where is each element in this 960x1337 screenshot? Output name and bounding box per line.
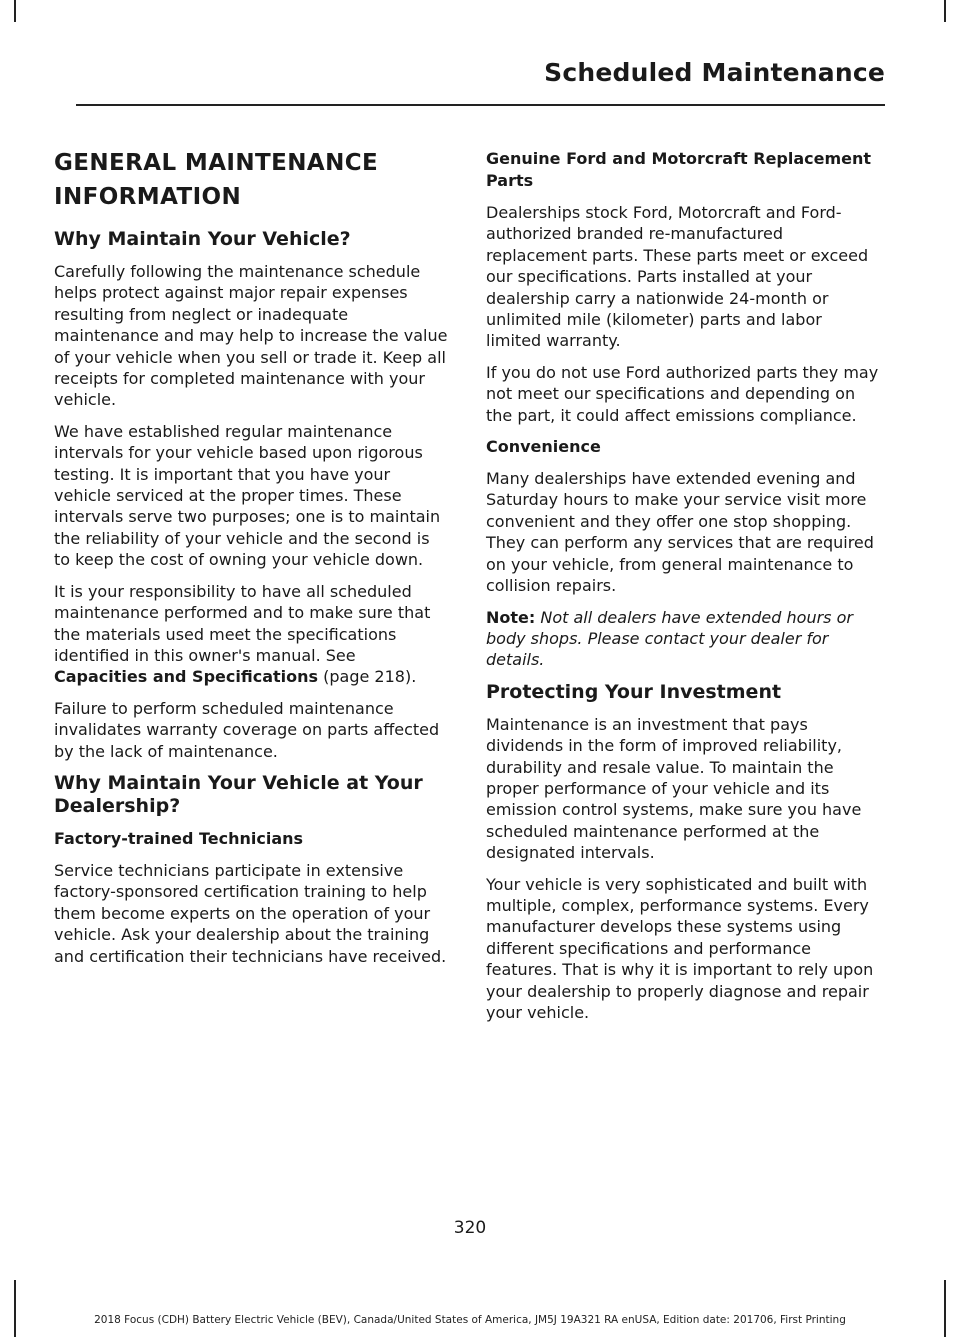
crop-mark-bottom-right	[944, 1280, 946, 1337]
paragraph: If you do not use Ford authorized parts they may not meet our specifications and depending on the part, it could affect emissions compliance.	[486, 362, 879, 425]
crop-mark-top-left	[14, 0, 16, 22]
paragraph: Failure to perform scheduled maintenance invalidates warranty coverage on parts affected by the lack of maintenance.	[54, 698, 440, 761]
note-label: Note:	[486, 607, 536, 627]
paragraph: We have established regular maintenance intervals for your vehicle based upon rigorous testing. It is important that you have your vehicle serviced at the proper times. These intervals serve two purposes; one is to maintain the reliability of your vehicle and the second is to keep the cost of owning your vehicle down.	[54, 421, 441, 570]
note-text: Not all dealers have extended hours or body shops. Please contact your dealer for details.	[486, 607, 853, 670]
paragraph-with-reference	[54, 581, 449, 688]
paragraph: Your vehicle is very sophisticated and built with multiple, complex, performance systems. Every manufacturer develops these systems using different specifications and performance features. That is why it is important to rely upon your dealership to properly diagnose and repair your vehicle.	[486, 874, 874, 1022]
page-reference: (page 218).	[318, 667, 417, 687]
paragraph: Maintenance is an investment that pays dividends in the form of improved reliability, durability and resale value. To maintain the proper performance of your vehicle and its emission control systems, make sure you have scheduled maintenance performed at the designated intervals.	[486, 714, 862, 863]
crop-mark-bottom-left	[14, 1280, 16, 1337]
footer-edition-info: 2018 Focus (CDH) Battery Electric Vehicle (BEV), Canada/United States of America, JM5J 19A321 RA enUSA, Edition date: 201706, First Printing	[94, 1314, 846, 1326]
crop-mark-top-right	[944, 0, 946, 22]
right-column	[486, 146, 881, 1033]
page-header-title: Scheduled Maintenance	[544, 58, 885, 87]
investment-heading: Protecting Your Investment	[486, 680, 782, 703]
left-column	[54, 146, 449, 977]
convenience-subheading: Convenience	[486, 437, 601, 457]
genuine-parts-subheading: Genuine Ford and Motorcraft Replacement Parts	[486, 149, 872, 190]
section-heading: GENERAL MAINTENANCE INFORMATION	[54, 150, 379, 210]
paragraph: Dealerships stock Ford, Motorcraft and Ford-authorized branded re-manufactured replacement parts. These parts meet or exceed our specifications. Parts installed at your dealership carry a nationwide 24-month or unlimited mile (kilometer) parts and labor limited warranty.	[486, 203, 869, 351]
paragraph: Many dealerships have extended evening and Saturday hours to make your service visit more convenient and they offer one stop shopping. They can perform any services that are required on your vehicle, from general maintenance to collision repairs.	[486, 469, 874, 596]
paragraph: Service technicians participate in extensive factory-sponsored certification training to help them become experts on the operation of your vehicle. Ask your dealership about the training and certification their technicians have received.	[54, 860, 447, 966]
paragraph-text: It is your responsibility to have all scheduled maintenance performed and to make sure that the materials used meet the specifications identified in this owner's manual. See	[54, 581, 431, 665]
capacities-specifications-link[interactable]: Capacities and Specifications	[54, 667, 319, 687]
dealership-heading: Why Maintain Your Vehicle at Your Dealership?	[54, 771, 423, 817]
note	[486, 607, 881, 671]
technicians-subheading: Factory-trained Technicians	[54, 828, 304, 848]
page-number: 320	[453, 1218, 487, 1238]
why-maintain-heading: Why Maintain Your Vehicle?	[54, 228, 351, 250]
paragraph: Carefully following the maintenance schedule helps protect against major repair expenses resulting from neglect or inadequate maintenance and may help to increase the value of your vehicle when you sell or trade it. Keep all receipts for completed maintenance with your vehicle.	[54, 262, 448, 410]
header-divider	[76, 104, 885, 106]
